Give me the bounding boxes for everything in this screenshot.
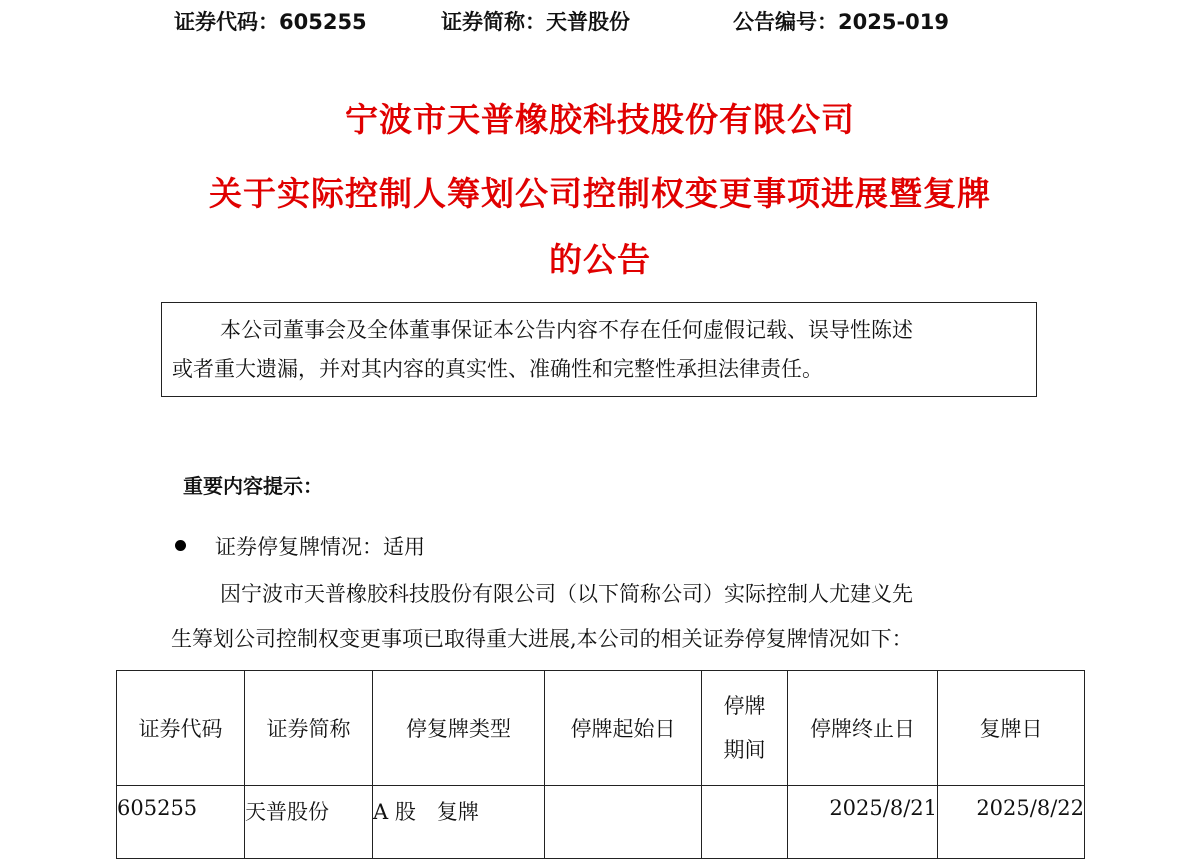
table-header-cell: 证券简称 [245, 671, 373, 786]
header-bar [0, 6, 1200, 36]
statement-line: 或者重大遗漏，并对其内容的真实性、准确性和完整性承担法律责任。 [172, 357, 823, 381]
announcement-title-suffix: 的公告 [549, 240, 651, 279]
bullet-icon [175, 540, 186, 551]
table-header-cell: 停牌终止日 [788, 671, 938, 786]
announcement-number: 公告编号：2025-019 [733, 10, 949, 34]
security-abbreviation: 证券简称：天普股份 [441, 10, 630, 34]
table-header-cell: 复牌日 [938, 671, 1085, 786]
table-row [117, 786, 1085, 859]
table-header-cell [702, 671, 788, 786]
table-header-cell: 停牌起始日 [545, 671, 702, 786]
table-cell: A 股 复牌 [373, 786, 545, 859]
table-cell [702, 786, 788, 859]
bullet-item: 证券停复牌情况：适用 [215, 535, 425, 559]
table-cell: 605255 [117, 786, 245, 859]
paragraph-line: 生筹划公司控制权变更事项已取得重大进展,本公司的相关证券停复牌情况如下： [171, 627, 913, 651]
table-header-cell: 停复牌类型 [373, 671, 545, 786]
statement-line: 本公司董事会及全体董事保证本公告内容不存在任何虚假记载、误导性陈述 [220, 318, 913, 342]
table-cell: 天普股份 [245, 786, 373, 859]
table-header-cell: 证券代码 [117, 671, 245, 786]
header-text: 停牌 [723, 694, 766, 718]
header-text: 期间 [723, 738, 766, 762]
table-cell [545, 786, 702, 859]
board-statement-box [161, 302, 1037, 397]
company-name-title: 宁波市天普橡胶科技股份有限公司 [345, 100, 855, 139]
security-code: 证券代码：605255 [174, 10, 367, 34]
table-header-row [117, 671, 1085, 786]
table-cell: 2025/8/21 [788, 786, 938, 859]
paragraph-line: 因宁波市天普橡胶科技股份有限公司（以下简称公司）实际控制人尤建义先 [220, 582, 913, 606]
section-heading: 重要内容提示： [183, 474, 323, 498]
table-cell: 2025/8/22 [938, 786, 1085, 859]
suspension-table [116, 670, 1085, 859]
announcement-title-line: 关于实际控制人筹划公司控制权变更事项进展暨复牌 [209, 174, 991, 213]
